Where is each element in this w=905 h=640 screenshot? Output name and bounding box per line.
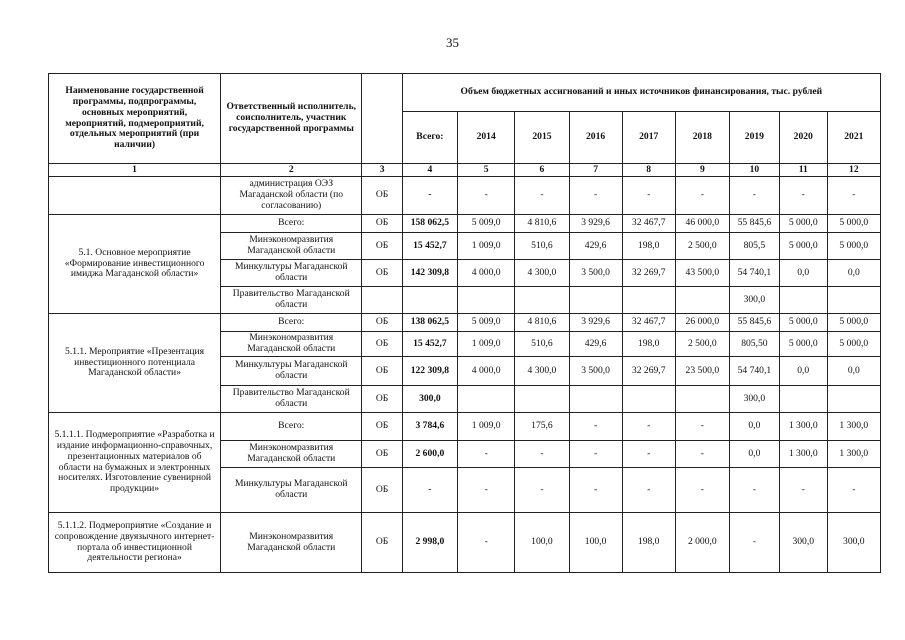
value-cell: [402, 287, 457, 314]
value-cell: 5 000,0: [779, 332, 827, 357]
executor-cell: Минэкономразвития Магаданской области: [221, 513, 362, 573]
value-cell: 1 009,0: [458, 332, 515, 357]
value-cell: 4 300,0: [515, 357, 569, 386]
value-cell: -: [827, 177, 880, 215]
value-cell: -: [779, 468, 827, 513]
value-cell: 0,0: [827, 260, 880, 287]
index-cell: 7: [569, 164, 622, 177]
group-name-cell: [49, 177, 221, 215]
value-cell: -: [402, 177, 457, 215]
value-cell: 46 000,0: [675, 215, 729, 233]
value-cell: 0,0: [779, 260, 827, 287]
value-cell: [515, 386, 569, 413]
value-cell: 0,0: [729, 441, 779, 468]
value-cell: -: [515, 468, 569, 513]
value-cell: 142 309,8: [402, 260, 457, 287]
value-cell: 2 000,0: [675, 513, 729, 573]
value-cell: [622, 287, 675, 314]
value-cell: 5 000,0: [827, 332, 880, 357]
value-cell: -: [515, 441, 569, 468]
value-cell: [569, 386, 622, 413]
value-cell: 55 845,6: [729, 215, 779, 233]
value-cell: 300,0: [827, 513, 880, 573]
value-cell: 32 467,7: [622, 314, 675, 332]
value-cell: 429,6: [569, 233, 622, 260]
executor-cell: администрация ОЭЗ Магаданской области (по согласованию): [221, 177, 362, 215]
page-number: 35: [446, 35, 459, 50]
executor-cell: Всего:: [221, 215, 362, 233]
header-year: 2019: [729, 112, 779, 164]
header-year: 2021: [827, 112, 880, 164]
value-cell: 198,0: [622, 233, 675, 260]
value-cell: -: [458, 468, 515, 513]
value-cell: 3 929,6: [569, 314, 622, 332]
executor-cell: Минкультуры Магаданской области: [221, 260, 362, 287]
value-cell: 3 784,6: [402, 413, 457, 441]
index-cell: 4: [402, 164, 457, 177]
value-cell: -: [729, 468, 779, 513]
source-cell: ОБ: [362, 314, 402, 332]
value-cell: 32 269,7: [622, 357, 675, 386]
value-cell: [458, 386, 515, 413]
group-name-cell: 5.1.1. Мероприятие «Презентация инвестиционного потенциала Магаданской области»: [49, 314, 221, 413]
value-cell: 5 000,0: [779, 233, 827, 260]
value-cell: 0,0: [827, 357, 880, 386]
value-cell: 158 062,5: [402, 215, 457, 233]
value-cell: 43 500,0: [675, 260, 729, 287]
value-cell: 0,0: [779, 357, 827, 386]
index-cell: 5: [458, 164, 515, 177]
value-cell: 54 740,1: [729, 357, 779, 386]
value-cell: 198,0: [622, 513, 675, 573]
index-cell: 6: [515, 164, 569, 177]
value-cell: -: [729, 513, 779, 573]
value-cell: 4 000,0: [458, 357, 515, 386]
value-cell: 300,0: [729, 386, 779, 413]
value-cell: 1 300,0: [779, 441, 827, 468]
value-cell: 805,5: [729, 233, 779, 260]
value-cell: -: [779, 177, 827, 215]
header-year: 2018: [675, 112, 729, 164]
value-cell: 5 000,0: [779, 215, 827, 233]
value-cell: 23 500,0: [675, 357, 729, 386]
source-cell: ОБ: [362, 413, 402, 441]
table-row: [49, 177, 881, 215]
index-cell: 10: [729, 164, 779, 177]
header-row-1: [49, 74, 881, 112]
value-cell: -: [569, 468, 622, 513]
index-cell: 11: [779, 164, 827, 177]
executor-cell: Всего:: [221, 314, 362, 332]
value-cell: 2 500,0: [675, 332, 729, 357]
value-cell: 15 452,7: [402, 332, 457, 357]
value-cell: [779, 386, 827, 413]
value-cell: [675, 287, 729, 314]
source-cell: ОБ: [362, 215, 402, 233]
value-cell: [779, 287, 827, 314]
executor-cell: Минэкономразвития Магаданской области: [221, 233, 362, 260]
value-cell: 198,0: [622, 332, 675, 357]
value-cell: 3 929,6: [569, 215, 622, 233]
index-cell: 3: [362, 164, 402, 177]
value-cell: 510,6: [515, 233, 569, 260]
source-cell: ОБ: [362, 177, 402, 215]
index-cell: 8: [622, 164, 675, 177]
table-row: [49, 314, 881, 332]
value-cell: 100,0: [569, 513, 622, 573]
value-cell: -: [675, 413, 729, 441]
value-cell: 175,6: [515, 413, 569, 441]
value-cell: 4 000,0: [458, 260, 515, 287]
executor-cell: Минкультуры Магаданской области: [221, 357, 362, 386]
value-cell: 3 500,0: [569, 260, 622, 287]
group-name-cell: 5.1.1.1. Подмероприятие «Разработка и издание информационно-справочных, презентационных материалов об области на бумажных и электронных носителях. Изготовление сувенирной продукции»: [49, 413, 221, 513]
value-cell: -: [827, 468, 880, 513]
value-cell: 5 009,0: [458, 215, 515, 233]
header-year: 2020: [779, 112, 827, 164]
value-cell: -: [622, 441, 675, 468]
value-cell: 4 300,0: [515, 260, 569, 287]
group-name-cell: 5.1.1.2. Подмероприятие «Создание и сопровождение двуязычного интернет-портала об инвестиционной деятельности региона»: [49, 513, 221, 573]
value-cell: [458, 287, 515, 314]
header-name: Наименование государственной программы, подпрограммы, основных мероприятий, мероприятий, подмероприятий, отдельных мероприятий (при наличии): [49, 74, 221, 164]
value-cell: 0,0: [729, 413, 779, 441]
table-row: [49, 215, 881, 233]
index-cell: 2: [221, 164, 362, 177]
header-volume: Объем бюджетных ассигнований и иных источников финансирования, тыс. рублей: [402, 74, 880, 112]
header-year: 2015: [515, 112, 569, 164]
header-source: [362, 74, 402, 164]
value-cell: -: [515, 177, 569, 215]
value-cell: 100,0: [515, 513, 569, 573]
executor-cell: Минэкономразвития Магаданской области: [221, 441, 362, 468]
source-cell: ОБ: [362, 513, 402, 573]
value-cell: 2 998,0: [402, 513, 457, 573]
value-cell: 429,6: [569, 332, 622, 357]
value-cell: -: [458, 513, 515, 573]
value-cell: -: [458, 177, 515, 215]
value-cell: 122 309,8: [402, 357, 457, 386]
budget-table: [48, 73, 881, 573]
value-cell: 3 500,0: [569, 357, 622, 386]
value-cell: 32 269,7: [622, 260, 675, 287]
value-cell: 5 000,0: [779, 314, 827, 332]
value-cell: [622, 386, 675, 413]
value-cell: 32 467,7: [622, 215, 675, 233]
value-cell: -: [622, 468, 675, 513]
source-cell: ОБ: [362, 260, 402, 287]
group-name-cell: 5.1. Основное мероприятие «Формирование инвестиционного имиджа Магаданской области»: [49, 215, 221, 314]
source-cell: ОБ: [362, 441, 402, 468]
source-cell: ОБ: [362, 357, 402, 386]
value-cell: 55 845,6: [729, 314, 779, 332]
value-cell: -: [569, 413, 622, 441]
value-cell: 1 009,0: [458, 413, 515, 441]
value-cell: -: [729, 177, 779, 215]
value-cell: 15 452,7: [402, 233, 457, 260]
index-cell: 9: [675, 164, 729, 177]
value-cell: [827, 386, 880, 413]
executor-cell: Минэкономразвития Магаданской области: [221, 332, 362, 357]
index-cell: 12: [827, 164, 880, 177]
value-cell: 2 500,0: [675, 233, 729, 260]
index-cell: 1: [49, 164, 221, 177]
value-cell: 26 000,0: [675, 314, 729, 332]
value-cell: -: [622, 177, 675, 215]
table-row: [49, 513, 881, 573]
value-cell: 300,0: [779, 513, 827, 573]
source-cell: [362, 287, 402, 314]
value-cell: 805,50: [729, 332, 779, 357]
source-cell: ОБ: [362, 468, 402, 513]
value-cell: -: [458, 441, 515, 468]
value-cell: 54 740,1: [729, 260, 779, 287]
value-cell: [675, 386, 729, 413]
value-cell: 1 300,0: [827, 441, 880, 468]
header-year: Всего:: [402, 112, 457, 164]
value-cell: -: [622, 413, 675, 441]
value-cell: -: [569, 177, 622, 215]
value-cell: 1 009,0: [458, 233, 515, 260]
value-cell: 5 000,0: [827, 314, 880, 332]
value-cell: -: [569, 441, 622, 468]
header-year: 2016: [569, 112, 622, 164]
value-cell: 2 600,0: [402, 441, 457, 468]
executor-cell: Всего:: [221, 413, 362, 441]
value-cell: [515, 287, 569, 314]
value-cell: 1 300,0: [779, 413, 827, 441]
source-cell: ОБ: [362, 332, 402, 357]
header-year: 2014: [458, 112, 515, 164]
value-cell: -: [675, 177, 729, 215]
executor-cell: Правительство Магаданской области: [221, 287, 362, 314]
executor-cell: Правительство Магаданской области: [221, 386, 362, 413]
header-year: 2017: [622, 112, 675, 164]
value-cell: -: [402, 468, 457, 513]
table-row: [49, 413, 881, 441]
value-cell: 5 009,0: [458, 314, 515, 332]
header-executor: Ответственный исполнитель, соисполнитель, участник государственной программы: [221, 74, 362, 164]
value-cell: 5 000,0: [827, 233, 880, 260]
value-cell: 510,6: [515, 332, 569, 357]
source-cell: ОБ: [362, 386, 402, 413]
value-cell: [827, 287, 880, 314]
value-cell: [569, 287, 622, 314]
value-cell: -: [675, 468, 729, 513]
value-cell: 4 810,6: [515, 215, 569, 233]
value-cell: 1 300,0: [827, 413, 880, 441]
value-cell: 4 810,6: [515, 314, 569, 332]
value-cell: 5 000,0: [827, 215, 880, 233]
value-cell: -: [675, 441, 729, 468]
value-cell: 300,0: [729, 287, 779, 314]
source-cell: ОБ: [362, 233, 402, 260]
index-row: [49, 164, 881, 177]
executor-cell: Минкультуры Магаданской области: [221, 468, 362, 513]
value-cell: 138 062,5: [402, 314, 457, 332]
value-cell: 300,0: [402, 386, 457, 413]
